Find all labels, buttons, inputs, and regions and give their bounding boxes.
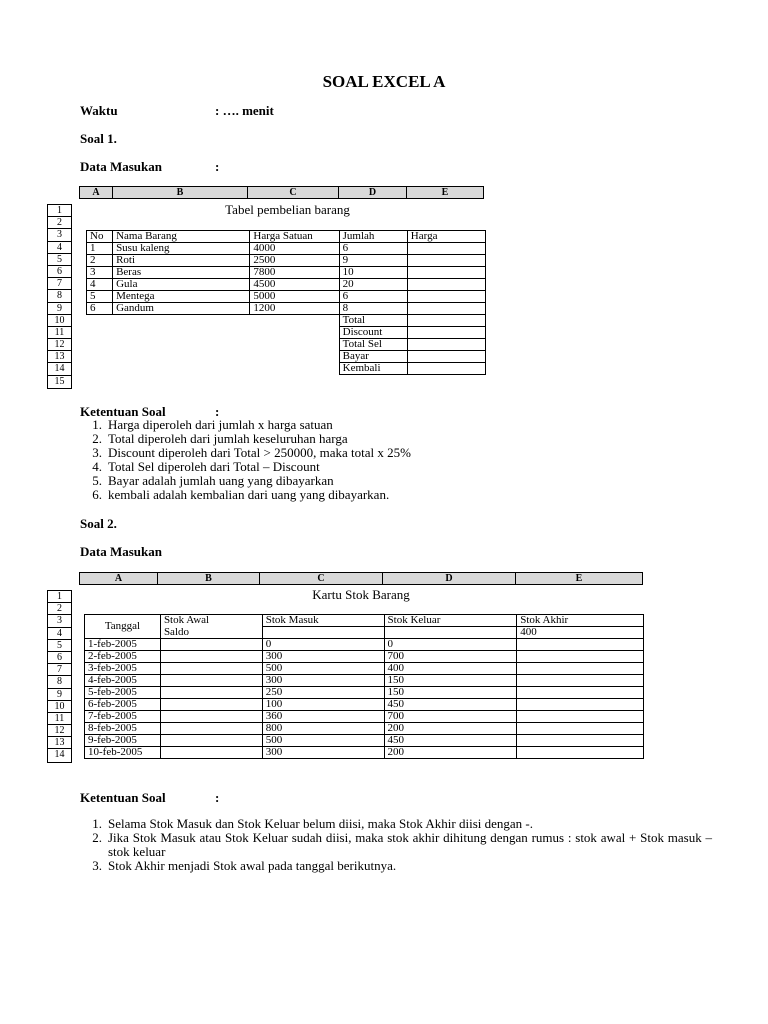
empty-cell xyxy=(113,351,250,363)
row-number: 1 xyxy=(48,205,71,217)
table-cell: 4-feb-2005 xyxy=(85,675,161,687)
soal1-data-label: Data Masukan xyxy=(80,159,162,174)
table-cell xyxy=(407,255,485,267)
row-number: 13 xyxy=(48,351,71,363)
column-letter: C xyxy=(248,187,339,198)
table-cell: 6 xyxy=(87,303,113,315)
row-number: 3 xyxy=(48,229,71,241)
table-cell: 3 xyxy=(87,267,113,279)
soal2-column-header xyxy=(79,572,643,585)
waktu-value: : …. menit xyxy=(215,103,274,118)
table-cell: 2 xyxy=(87,255,113,267)
soal2-heading: Soal 2. xyxy=(80,516,117,531)
table-row xyxy=(85,675,644,687)
row-number: 10 xyxy=(48,701,71,713)
table-cell xyxy=(517,747,644,759)
row-number: 7 xyxy=(48,664,71,676)
empty-cell xyxy=(87,351,113,363)
table-cell: 450 xyxy=(384,699,517,711)
table-cell: 7-feb-2005 xyxy=(85,711,161,723)
table-row xyxy=(85,687,644,699)
table-row xyxy=(85,627,644,639)
rule-item xyxy=(80,446,540,460)
table-row xyxy=(85,651,644,663)
empty-cell xyxy=(113,339,250,351)
table-row xyxy=(85,747,644,759)
row-number: 5 xyxy=(48,640,71,652)
rule-number: 5. xyxy=(92,473,102,488)
table-cell: Beras xyxy=(113,267,250,279)
summary-value xyxy=(407,351,485,363)
table-cell: 10-feb-2005 xyxy=(85,747,161,759)
rule-item xyxy=(80,817,712,831)
soal2-table xyxy=(84,614,644,759)
table-cell: 200 xyxy=(384,747,517,759)
soal1-heading: Soal 1. xyxy=(80,131,117,146)
table-cell xyxy=(517,675,644,687)
table-cell: 20 xyxy=(339,279,407,291)
soal1-table-title: Tabel pembelian barang xyxy=(225,202,350,217)
rule-text: Total Sel diperoleh dari Total – Discount xyxy=(108,459,320,474)
header-cell: Harga xyxy=(407,231,485,243)
table-cell: 2-feb-2005 xyxy=(85,651,161,663)
table-cell: 5000 xyxy=(250,291,339,303)
row-number: 1 xyxy=(48,591,71,603)
row-number: 11 xyxy=(48,327,71,339)
empty-cell xyxy=(87,363,113,375)
header-cell: Jumlah xyxy=(339,231,407,243)
saldo-label: Saldo xyxy=(160,627,262,639)
table-cell: 2500 xyxy=(250,255,339,267)
table-cell: 1200 xyxy=(250,303,339,315)
rule-number: 3. xyxy=(92,445,102,460)
soal1-rules-list xyxy=(80,418,540,502)
table-cell: 10 xyxy=(339,267,407,279)
rule-item xyxy=(80,859,712,873)
table-cell: 300 xyxy=(262,675,384,687)
row-number: 14 xyxy=(54,749,65,761)
rule-number: 2. xyxy=(92,830,102,845)
table-cell: 800 xyxy=(262,723,384,735)
table-cell: 1 xyxy=(87,243,113,255)
summary-row xyxy=(87,339,486,351)
rule-item xyxy=(80,488,540,502)
empty-cell xyxy=(250,339,339,351)
table-cell: 4 xyxy=(87,279,113,291)
soal2-rules-list xyxy=(80,817,712,873)
table-cell: 150 xyxy=(384,675,517,687)
row-number: 8 xyxy=(48,676,71,688)
rule-number: 1. xyxy=(92,816,102,831)
column-letter: B xyxy=(158,573,260,584)
table-cell: 6-feb-2005 xyxy=(85,699,161,711)
row-number: 3 xyxy=(48,615,71,627)
table-cell: Gula xyxy=(113,279,250,291)
table-cell: 0 xyxy=(262,639,384,651)
table-cell xyxy=(517,651,644,663)
rule-text: Harga diperoleh dari jumlah x harga satuan xyxy=(108,417,333,432)
column-letter: D xyxy=(383,573,516,584)
rule-number: 4. xyxy=(92,459,102,474)
summary-value xyxy=(407,327,485,339)
row-number: 13 xyxy=(48,737,71,749)
row-number: 6 xyxy=(48,266,71,278)
header-cell: Stok Akhir xyxy=(517,615,644,627)
rule-text: Jika Stok Masuk atau Stok Keluar sudah diisi, maka stok akhir dihitung dengan rumus : stok awal + Stok masuk – stok keluar xyxy=(108,830,712,859)
table-cell: 1-feb-2005 xyxy=(85,639,161,651)
summary-label: Discount xyxy=(339,327,407,339)
table-cell: 500 xyxy=(262,663,384,675)
table-row xyxy=(87,303,486,315)
rule-number: 6. xyxy=(92,487,102,502)
table-cell: 8 xyxy=(339,303,407,315)
row-number: 12 xyxy=(48,339,71,351)
rule-number: 2. xyxy=(92,431,102,446)
table-cell xyxy=(160,723,262,735)
summary-value xyxy=(407,363,485,375)
table-cell xyxy=(517,699,644,711)
rule-text: Bayar adalah jumlah uang yang dibayarkan xyxy=(108,473,334,488)
table-cell: 700 xyxy=(384,651,517,663)
rule-text: Stok Akhir menjadi Stok awal pada tanggal berikutnya. xyxy=(108,858,397,873)
summary-label: Total xyxy=(339,315,407,327)
table-cell xyxy=(160,699,262,711)
row-number: 12 xyxy=(48,725,71,737)
column-letter: A xyxy=(80,573,158,584)
summary-row xyxy=(87,351,486,363)
table-cell xyxy=(160,639,262,651)
table-cell xyxy=(160,687,262,699)
soal1-column-header xyxy=(79,186,484,199)
empty-cell xyxy=(250,315,339,327)
row-number: 2 xyxy=(48,217,71,229)
column-letter: D xyxy=(339,187,407,198)
table-cell: 100 xyxy=(262,699,384,711)
table-cell: 8-feb-2005 xyxy=(85,723,161,735)
table-header-row xyxy=(85,615,644,627)
empty-cell xyxy=(113,363,250,375)
table-cell xyxy=(160,675,262,687)
row-number: 9 xyxy=(48,303,71,315)
rule-text: Discount diperoleh dari Total > 250000, maka total x 25% xyxy=(108,445,411,460)
table-cell xyxy=(407,243,485,255)
table-cell: 4000 xyxy=(250,243,339,255)
row-number: 6 xyxy=(48,652,71,664)
rule-item xyxy=(80,831,712,859)
table-cell: 5-feb-2005 xyxy=(85,687,161,699)
table-row xyxy=(85,663,644,675)
row-number: 14 xyxy=(48,363,71,375)
column-letter: E xyxy=(575,573,583,584)
soal2-data-label: Data Masukan xyxy=(80,544,162,559)
row-number: 10 xyxy=(48,315,71,327)
rule-number: 3. xyxy=(92,858,102,873)
soal1-table xyxy=(86,230,486,375)
header-cell: No xyxy=(87,231,113,243)
table-cell: 6 xyxy=(339,243,407,255)
summary-label: Total Sel xyxy=(339,339,407,351)
table-cell xyxy=(262,627,384,639)
table-cell: 400 xyxy=(384,663,517,675)
row-number: 9 xyxy=(48,689,71,701)
table-cell: 500 xyxy=(262,735,384,747)
row-number: 11 xyxy=(48,713,71,725)
rule-item xyxy=(80,474,540,488)
summary-row xyxy=(87,315,486,327)
empty-cell xyxy=(87,315,113,327)
soal1-data-colon: : xyxy=(215,159,220,174)
summary-value xyxy=(407,339,485,351)
table-row xyxy=(87,291,486,303)
row-number: 4 xyxy=(48,628,71,640)
table-cell: 250 xyxy=(262,687,384,699)
table-row xyxy=(85,639,644,651)
column-letter: B xyxy=(113,187,248,198)
table-row xyxy=(85,723,644,735)
table-cell xyxy=(407,291,485,303)
soal1-ketentuan-colon: : xyxy=(215,404,220,419)
table-cell: 300 xyxy=(262,747,384,759)
table-cell xyxy=(160,735,262,747)
table-cell: Gandum xyxy=(113,303,250,315)
table-row xyxy=(87,267,486,279)
row-number: 4 xyxy=(48,242,71,254)
table-row xyxy=(85,735,644,747)
rule-item xyxy=(80,460,540,474)
table-cell xyxy=(407,279,485,291)
header-cell: Stok Masuk xyxy=(262,615,384,627)
table-cell xyxy=(407,267,485,279)
page-title: SOAL EXCEL A xyxy=(322,72,446,91)
header-cell: Harga Satuan xyxy=(250,231,339,243)
table-cell xyxy=(517,723,644,735)
rule-text: Selama Stok Masuk dan Stok Keluar belum diisi, maka Stok Akhir diisi dengan -. xyxy=(108,816,533,831)
table-cell: 360 xyxy=(262,711,384,723)
table-cell xyxy=(517,735,644,747)
header-cell: Tanggal xyxy=(85,615,161,639)
table-cell xyxy=(160,747,262,759)
row-number: 8 xyxy=(48,290,71,302)
table-row xyxy=(85,699,644,711)
row-number: 2 xyxy=(48,603,71,615)
column-letter: A xyxy=(80,187,113,198)
table-cell: 7800 xyxy=(250,267,339,279)
table-cell: 4500 xyxy=(250,279,339,291)
rule-text: Total diperoleh dari jumlah keseluruhan harga xyxy=(108,431,348,446)
rule-number: 1. xyxy=(92,417,102,432)
table-cell: 700 xyxy=(384,711,517,723)
soal2-row-numbers xyxy=(47,590,72,763)
empty-cell xyxy=(87,339,113,351)
header-cell: Stok Awal xyxy=(160,615,262,627)
table-cell xyxy=(160,711,262,723)
table-cell xyxy=(517,639,644,651)
table-row xyxy=(85,711,644,723)
table-cell: Mentega xyxy=(113,291,250,303)
column-letter: C xyxy=(260,573,383,584)
table-cell: 150 xyxy=(384,687,517,699)
table-cell xyxy=(160,663,262,675)
row-number: 5 xyxy=(48,254,71,266)
table-cell: 9-feb-2005 xyxy=(85,735,161,747)
summary-label: Bayar xyxy=(339,351,407,363)
table-cell: 6 xyxy=(339,291,407,303)
table-cell xyxy=(517,663,644,675)
rule-item xyxy=(80,418,540,432)
soal2-ketentuan-colon: : xyxy=(215,790,220,805)
empty-cell xyxy=(87,327,113,339)
table-cell: 300 xyxy=(262,651,384,663)
table-cell xyxy=(160,651,262,663)
empty-cell xyxy=(113,327,250,339)
table-cell: 450 xyxy=(384,735,517,747)
waktu-label: Waktu xyxy=(80,103,118,118)
table-cell xyxy=(517,687,644,699)
table-cell: Roti xyxy=(113,255,250,267)
header-cell: Nama Barang xyxy=(113,231,250,243)
table-cell: 0 xyxy=(384,639,517,651)
table-cell: Susu kaleng xyxy=(113,243,250,255)
table-header-row xyxy=(87,231,486,243)
column-letter: E xyxy=(441,187,449,198)
empty-cell xyxy=(113,315,250,327)
header-cell: Stok Keluar xyxy=(384,615,517,627)
row-number: 7 xyxy=(48,278,71,290)
summary-row xyxy=(87,327,486,339)
empty-cell xyxy=(250,327,339,339)
table-cell xyxy=(517,711,644,723)
table-row xyxy=(87,243,486,255)
table-row xyxy=(87,255,486,267)
rule-text: kembali adalah kembalian dari uang yang dibayarkan. xyxy=(108,487,390,502)
table-cell: 3-feb-2005 xyxy=(85,663,161,675)
summary-label: Kembali xyxy=(339,363,407,375)
table-cell xyxy=(407,303,485,315)
table-cell: 5 xyxy=(87,291,113,303)
empty-cell xyxy=(250,363,339,375)
soal2-ketentuan-label: Ketentuan Soal xyxy=(80,790,166,805)
table-cell: 200 xyxy=(384,723,517,735)
empty-cell xyxy=(250,351,339,363)
row-number: 15 xyxy=(54,375,65,387)
table-cell xyxy=(384,627,517,639)
rule-item xyxy=(80,432,540,446)
soal1-ketentuan-label: Ketentuan Soal xyxy=(80,404,166,419)
summary-value xyxy=(407,315,485,327)
soal1-row-numbers xyxy=(47,204,72,389)
table-row xyxy=(87,279,486,291)
soal2-table-title: Kartu Stok Barang xyxy=(312,587,410,602)
summary-row xyxy=(87,363,486,375)
table-cell: 9 xyxy=(339,255,407,267)
saldo-akhir: 400 xyxy=(517,627,644,639)
